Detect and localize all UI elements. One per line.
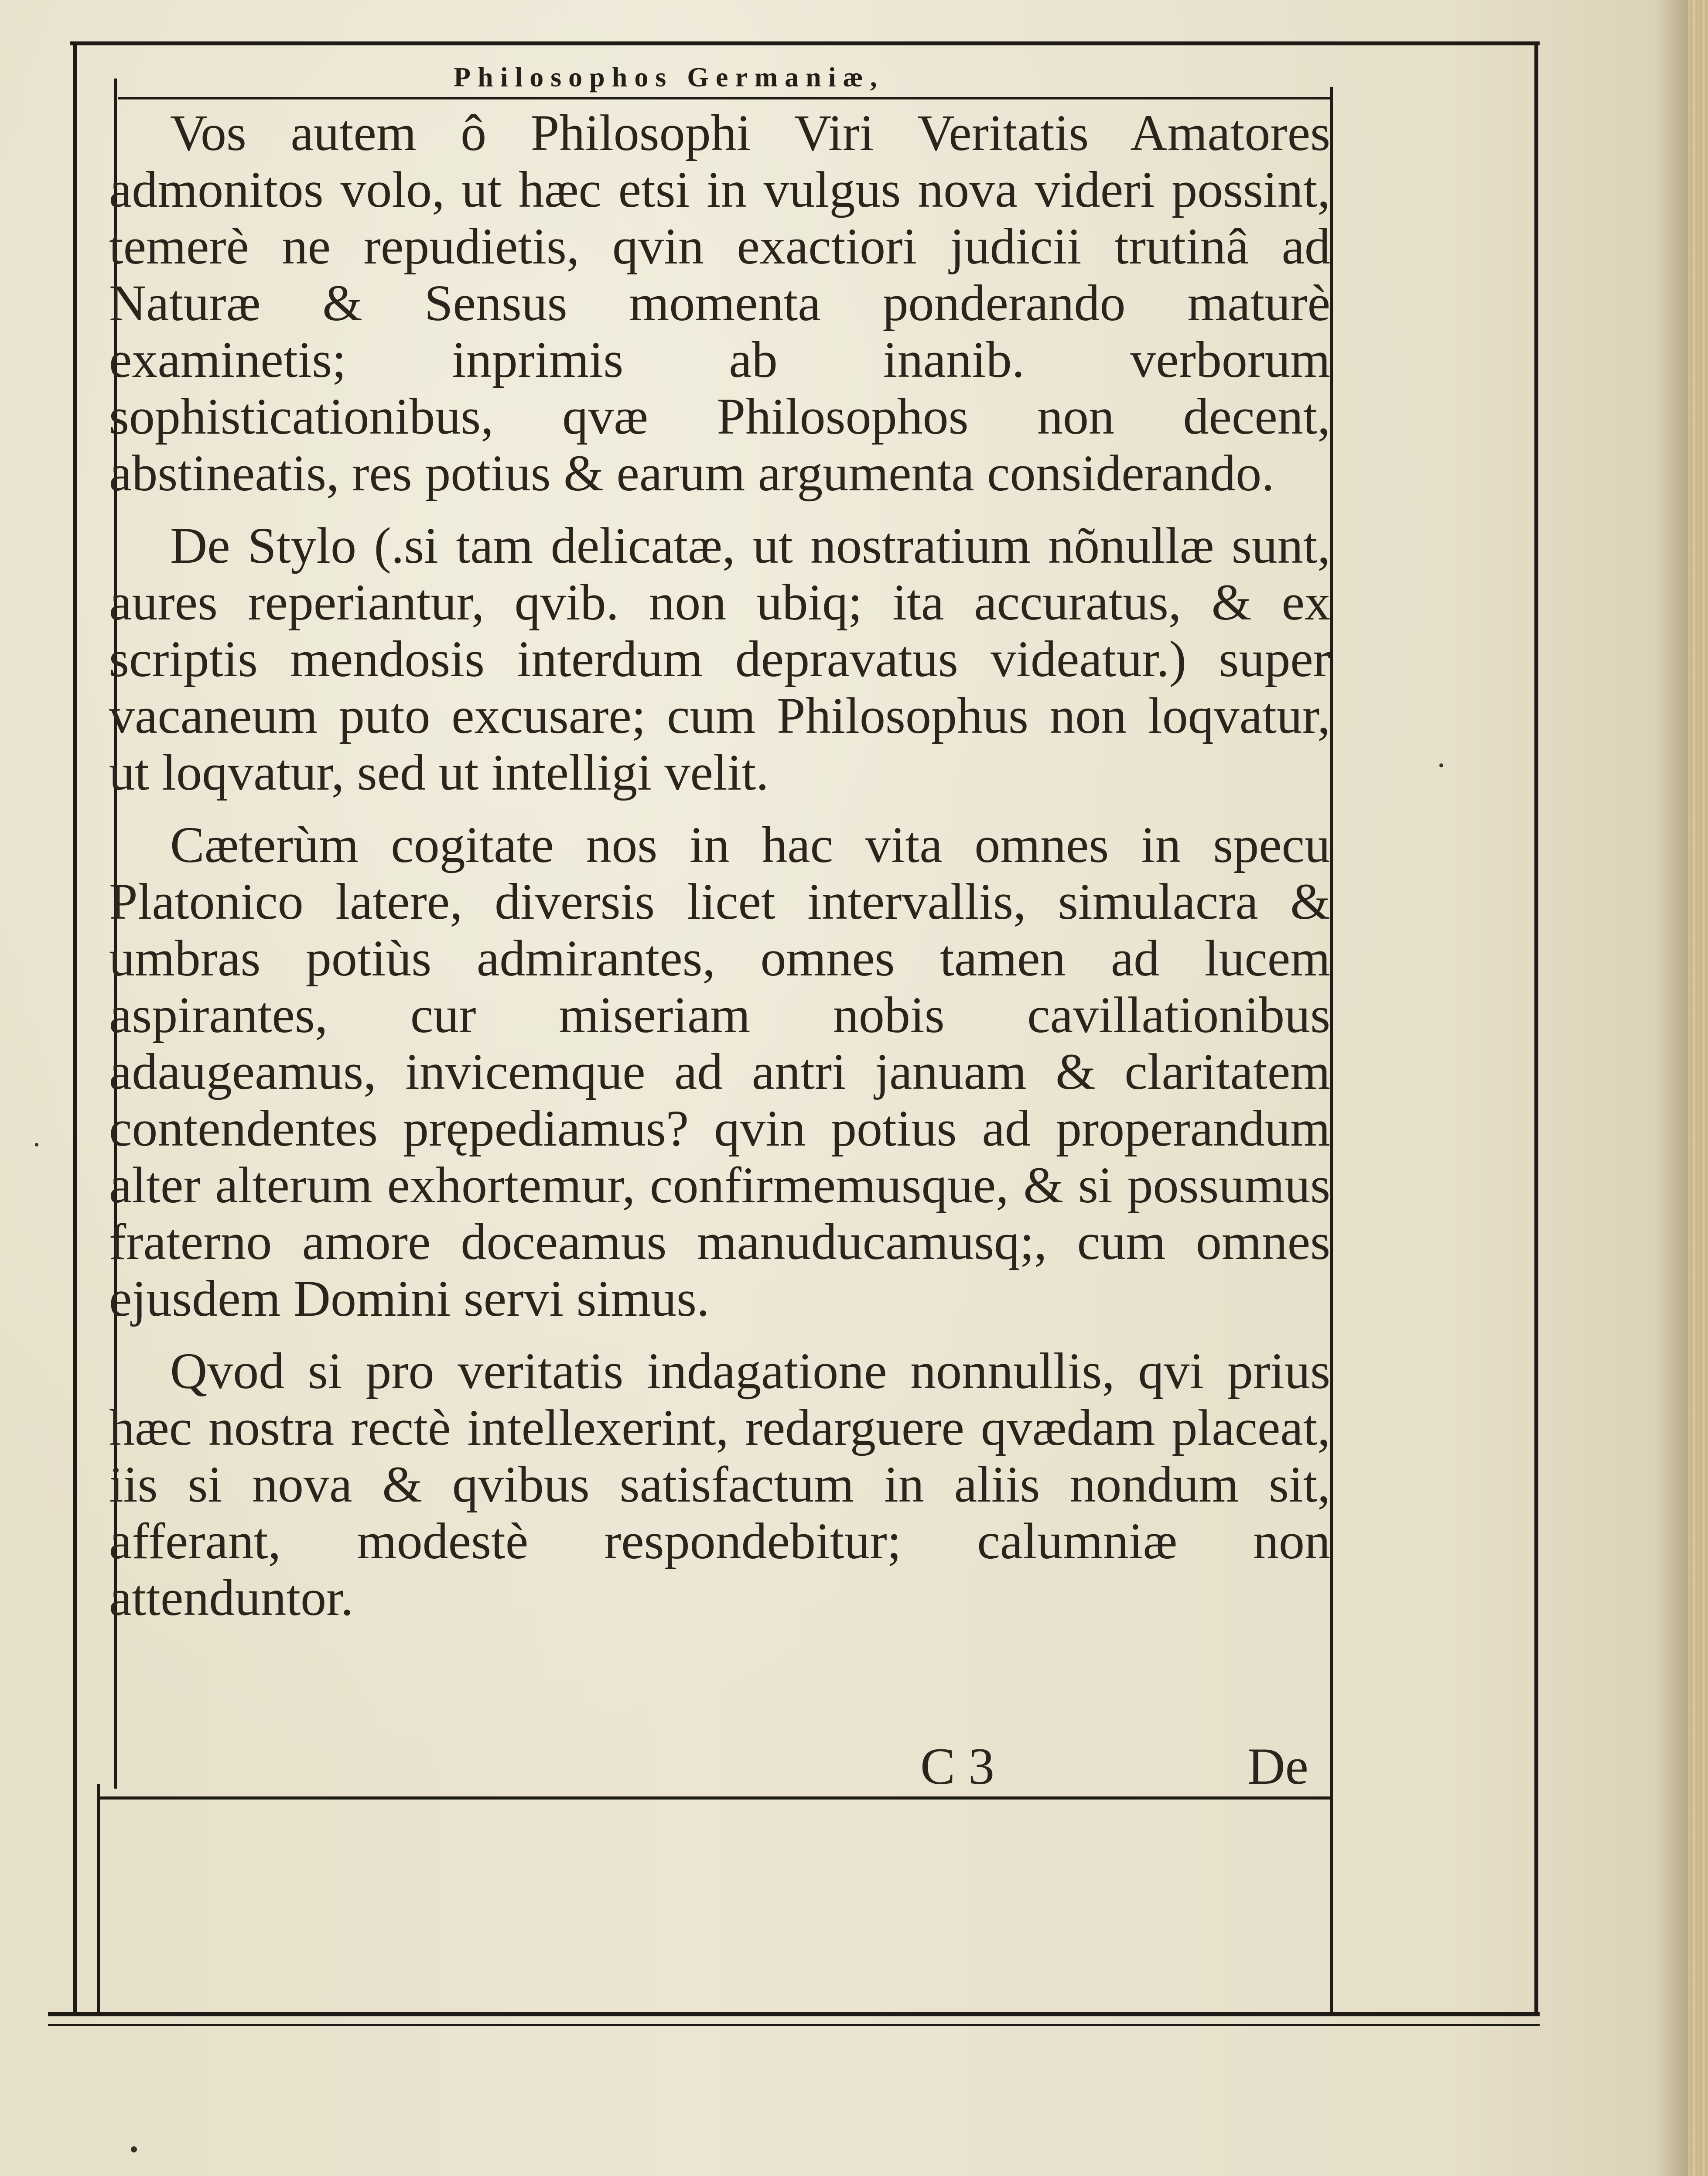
ink-speck (35, 1143, 38, 1146)
paragraph-2: De Stylo (.si tam delicatæ, ut nostratium nõnullæ sunt, aures reperiantur, qvib. non ubiq; ita accuratus, & ex scriptis mendosis interdum depravatus videatur.) super vacaneum puto excusare; cum Philosophus non loqvatur, ut loqvatur, sed ut intelligi velit. (109, 517, 1330, 801)
frame-top-rule (70, 41, 1540, 45)
frame-bottom-rule (48, 2012, 1540, 2016)
catchword: De (1247, 1737, 1308, 1795)
frame-right-rule (1534, 41, 1538, 2015)
page-fore-edge (1688, 0, 1708, 2176)
signature-mark: C 3 (920, 1737, 995, 1795)
paragraph-4: Qvod si pro veritatis indagatione nonnullis, qvi prius hæc nostra rectè intellexerint, redarguere qvædam placeat, iis si nova & qvibus satisfactum in aliis nondum sit, afferant, modestè respondebitur; calumniæ non attenduntor. (109, 1342, 1330, 1626)
frame-left-rule (73, 44, 77, 2015)
ink-speck (131, 2146, 137, 2152)
running-head: Philosophos Germaniæ, (454, 62, 884, 92)
frame-headline-rule (118, 97, 1330, 99)
frame-signature-rule (97, 1796, 1331, 1800)
paragraph-1: Vos autem ô Philosophi Viri Veritatis Amatores admonitos volo, ut hæc etsi in vulgus nova videri possint, temerè ne repudietis, qvin exactiori judicii trutinâ ad Naturæ & Sensus momenta ponderando maturè examinetis; inprimis ab inanib. verborum sophisticationibus, qvæ Philosophos non decent, abstineatis, res potius & earum argumenta considerando. (109, 104, 1330, 502)
frame-outer-left-rule-lower (97, 1784, 100, 2015)
frame-bottom-rule-double (48, 2024, 1540, 2026)
ink-speck (1439, 763, 1443, 767)
main-text (109, 105, 1330, 1642)
paragraph-3: Cæterùm cogitate nos in hac vita omnes in specu Platonico latere, diversis licet intervallis, simulacra & umbras potiùs admirantes, omnes tamen ad lucem aspirantes, cur miseriam nobis cavillationibus adaugeamus, invicemque ad antri januam & claritatem contendentes prępediamus? qvin potius ad properandum alter alterum exhortemur, confirmemusque, & si possumus fraterno amore doceamus manuducamusq;, cum omnes ejusdem Domini servi simus. (109, 816, 1330, 1327)
frame-inner-right-rule (1330, 87, 1333, 2015)
